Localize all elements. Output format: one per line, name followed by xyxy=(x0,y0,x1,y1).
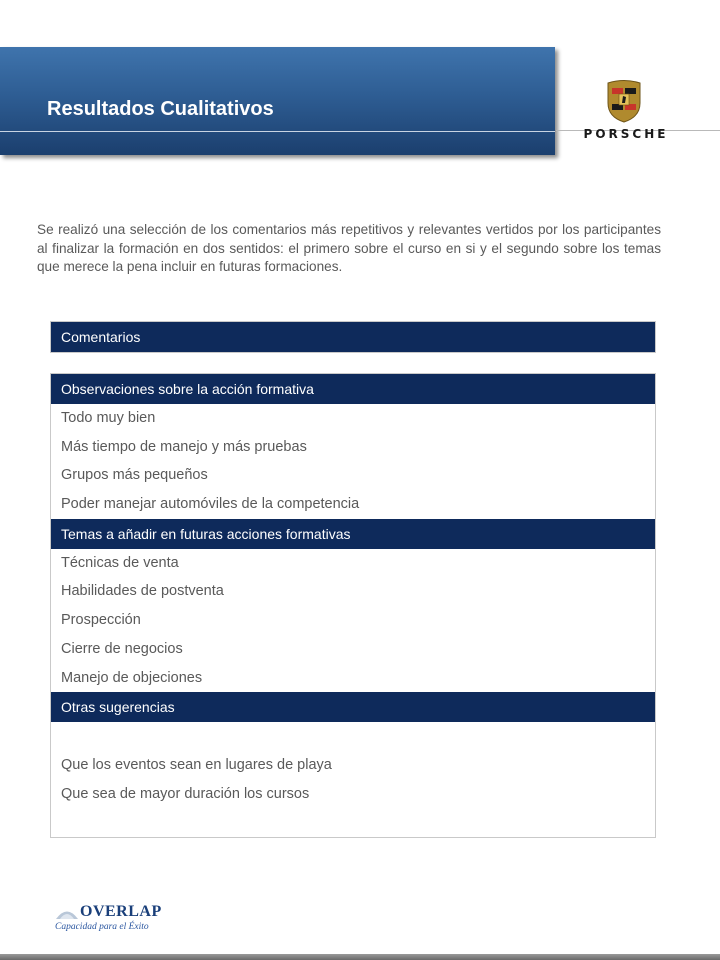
section-header-sugerencias: Otras sugerencias xyxy=(51,692,655,722)
intro-paragraph: Se realizó una selección de los comentarios más repetitivos y relevantes vertidos por los participantes al finalizar la formación en dos sentidos: el primero sobre el curso en si y el segundo sobre los temas que merece la pena incluir en futuras formaciones. xyxy=(37,222,661,274)
banner-rule xyxy=(0,131,555,132)
porsche-logo-text: PORSCHE xyxy=(583,127,669,141)
overlap-brand: OVERLAP xyxy=(80,903,162,920)
section-header-temas: Temas a añadir en futuras acciones formativas xyxy=(51,519,655,549)
section-header-observaciones: Observaciones sobre la acción formativa xyxy=(51,374,655,404)
overlap-arc-icon xyxy=(55,906,79,920)
list-item: Técnicas de venta xyxy=(61,554,179,571)
list-item: Que sea de mayor duración los cursos xyxy=(61,785,310,802)
list-item-empty xyxy=(51,722,655,751)
footer-bar xyxy=(0,954,720,960)
overlap-logo xyxy=(55,903,167,937)
list-item: Manejo de objeciones xyxy=(61,669,203,686)
list-item: Grupos más pequeños xyxy=(61,467,208,484)
comments-table xyxy=(50,373,656,838)
list-item: Todo muy bien xyxy=(61,410,156,426)
list-item: Habilidades de postventa xyxy=(61,583,224,600)
list-item: Que los eventos sean en lugares de playa xyxy=(61,756,332,773)
list-item: Cierre de negocios xyxy=(61,640,183,657)
overlap-tagline: Capacidad para el Éxito xyxy=(55,922,149,932)
porsche-crest-icon xyxy=(606,79,642,123)
comentarios-header: Comentarios xyxy=(51,322,655,352)
list-item: Prospección xyxy=(61,612,141,629)
page-title: Resultados Cualitativos xyxy=(47,98,274,120)
list-item: Más tiempo de manejo y más pruebas xyxy=(61,438,307,455)
list-item: Poder manejar automóviles de la competencia xyxy=(61,496,360,513)
list-item-empty xyxy=(51,808,655,837)
comentarios-table xyxy=(50,321,656,353)
